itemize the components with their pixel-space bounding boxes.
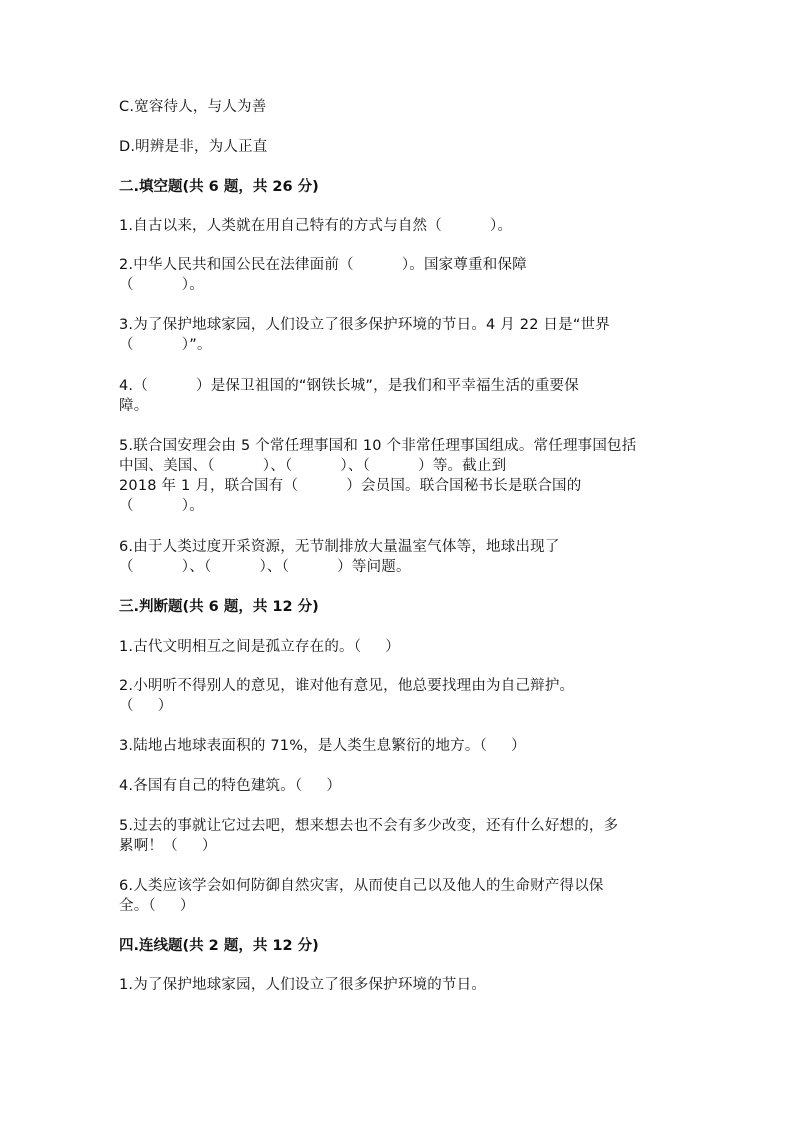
question-line: 全。（ ） bbox=[119, 898, 195, 914]
question-line: 2.中华人民共和国公民在法律面前（ ）。国家尊重和保障 bbox=[119, 257, 527, 273]
question-line: 3.为了保护地球家园，人们设立了很多保护环境的节日。4 月 22 日是“世界 bbox=[119, 317, 610, 333]
section-heading-true-false bbox=[119, 597, 679, 617]
question-line: （ ）。 bbox=[119, 498, 204, 514]
question-line: 6.由于人类过度开采资源，无节制排放大量温室气体等，地球出现了 bbox=[119, 539, 560, 555]
question-line: 4.各国有自己的特色建筑。（ ） bbox=[119, 778, 342, 794]
question-line: 中国、美国、（ ）、（ ）、（ ）等。截止到 bbox=[119, 458, 507, 474]
question-line: 3.陆地占地球表面积的 71%，是人类生息繁衍的地方。（ ） bbox=[119, 738, 526, 754]
question-line: （ ）。 bbox=[119, 277, 204, 293]
question-fill-2 bbox=[119, 255, 679, 295]
question-tf-5 bbox=[119, 816, 679, 856]
question-line: （ ）、（ ）、（ ）等问题。 bbox=[119, 559, 411, 575]
question-line: 2.小明听不得别人的意见，谁对他有意见，他总要找理由为自己辩护。 bbox=[119, 678, 575, 694]
question-line: 障。 bbox=[119, 398, 149, 414]
question-line: 1.为了保护地球家园，人们设立了很多保护环境的节日。 bbox=[119, 977, 487, 993]
question-line: 1.自古以来，人类就在用自己特有的方式与自然（ ）。 bbox=[119, 218, 513, 234]
question-fill-5 bbox=[119, 436, 679, 516]
question-line: 5.联合国安理会由 5 个常任理事国和 10 个非常任理事国组成。常任理事国包括 bbox=[119, 438, 637, 454]
question-fill-1 bbox=[119, 216, 679, 236]
section-heading: 二.填空题(共 6 题，共 26 分) bbox=[119, 179, 319, 195]
question-match-1 bbox=[119, 975, 679, 995]
option-d bbox=[119, 137, 679, 157]
question-fill-4 bbox=[119, 376, 679, 416]
question-line: 累啊！（ ） bbox=[119, 838, 217, 854]
section-heading: 三.判断题(共 6 题，共 12 分) bbox=[119, 599, 319, 615]
section-heading-fill-blank bbox=[119, 177, 679, 197]
question-line: 6.人类应该学会如何防御自然灾害，从而使自己以及他人的生命财产得以保 bbox=[119, 878, 604, 894]
question-line: 4.（ ）是保卫祖国的“钢铁长城”，是我们和平幸福生活的重要保 bbox=[119, 378, 579, 394]
option-c bbox=[119, 97, 679, 117]
section-heading: 四.连线题(共 2 题，共 12 分) bbox=[119, 938, 319, 954]
section-heading-matching bbox=[119, 936, 679, 956]
question-tf-2 bbox=[119, 676, 679, 716]
question-tf-3 bbox=[119, 736, 679, 756]
option-text: C.宽容待人，与人为善 bbox=[119, 99, 267, 115]
question-fill-3 bbox=[119, 315, 679, 355]
question-line: （ ） bbox=[119, 698, 173, 714]
question-tf-1 bbox=[119, 637, 679, 657]
question-line: 2018 年 1 月，联合国有（ ）会员国。联合国秘书长是联合国的 bbox=[119, 478, 582, 494]
question-tf-6 bbox=[119, 876, 679, 916]
question-line: 5.过去的事就让它过去吧，想来想去也不会有多少改变，还有什么好想的，多 bbox=[119, 818, 619, 834]
question-line: （ ）”。 bbox=[119, 337, 212, 353]
question-line: 1.古代文明相互之间是孤立存在的。（ ） bbox=[119, 639, 400, 655]
question-fill-6 bbox=[119, 537, 679, 577]
question-tf-4 bbox=[119, 776, 679, 796]
option-text: D.明辨是非，为人正直 bbox=[119, 139, 268, 155]
